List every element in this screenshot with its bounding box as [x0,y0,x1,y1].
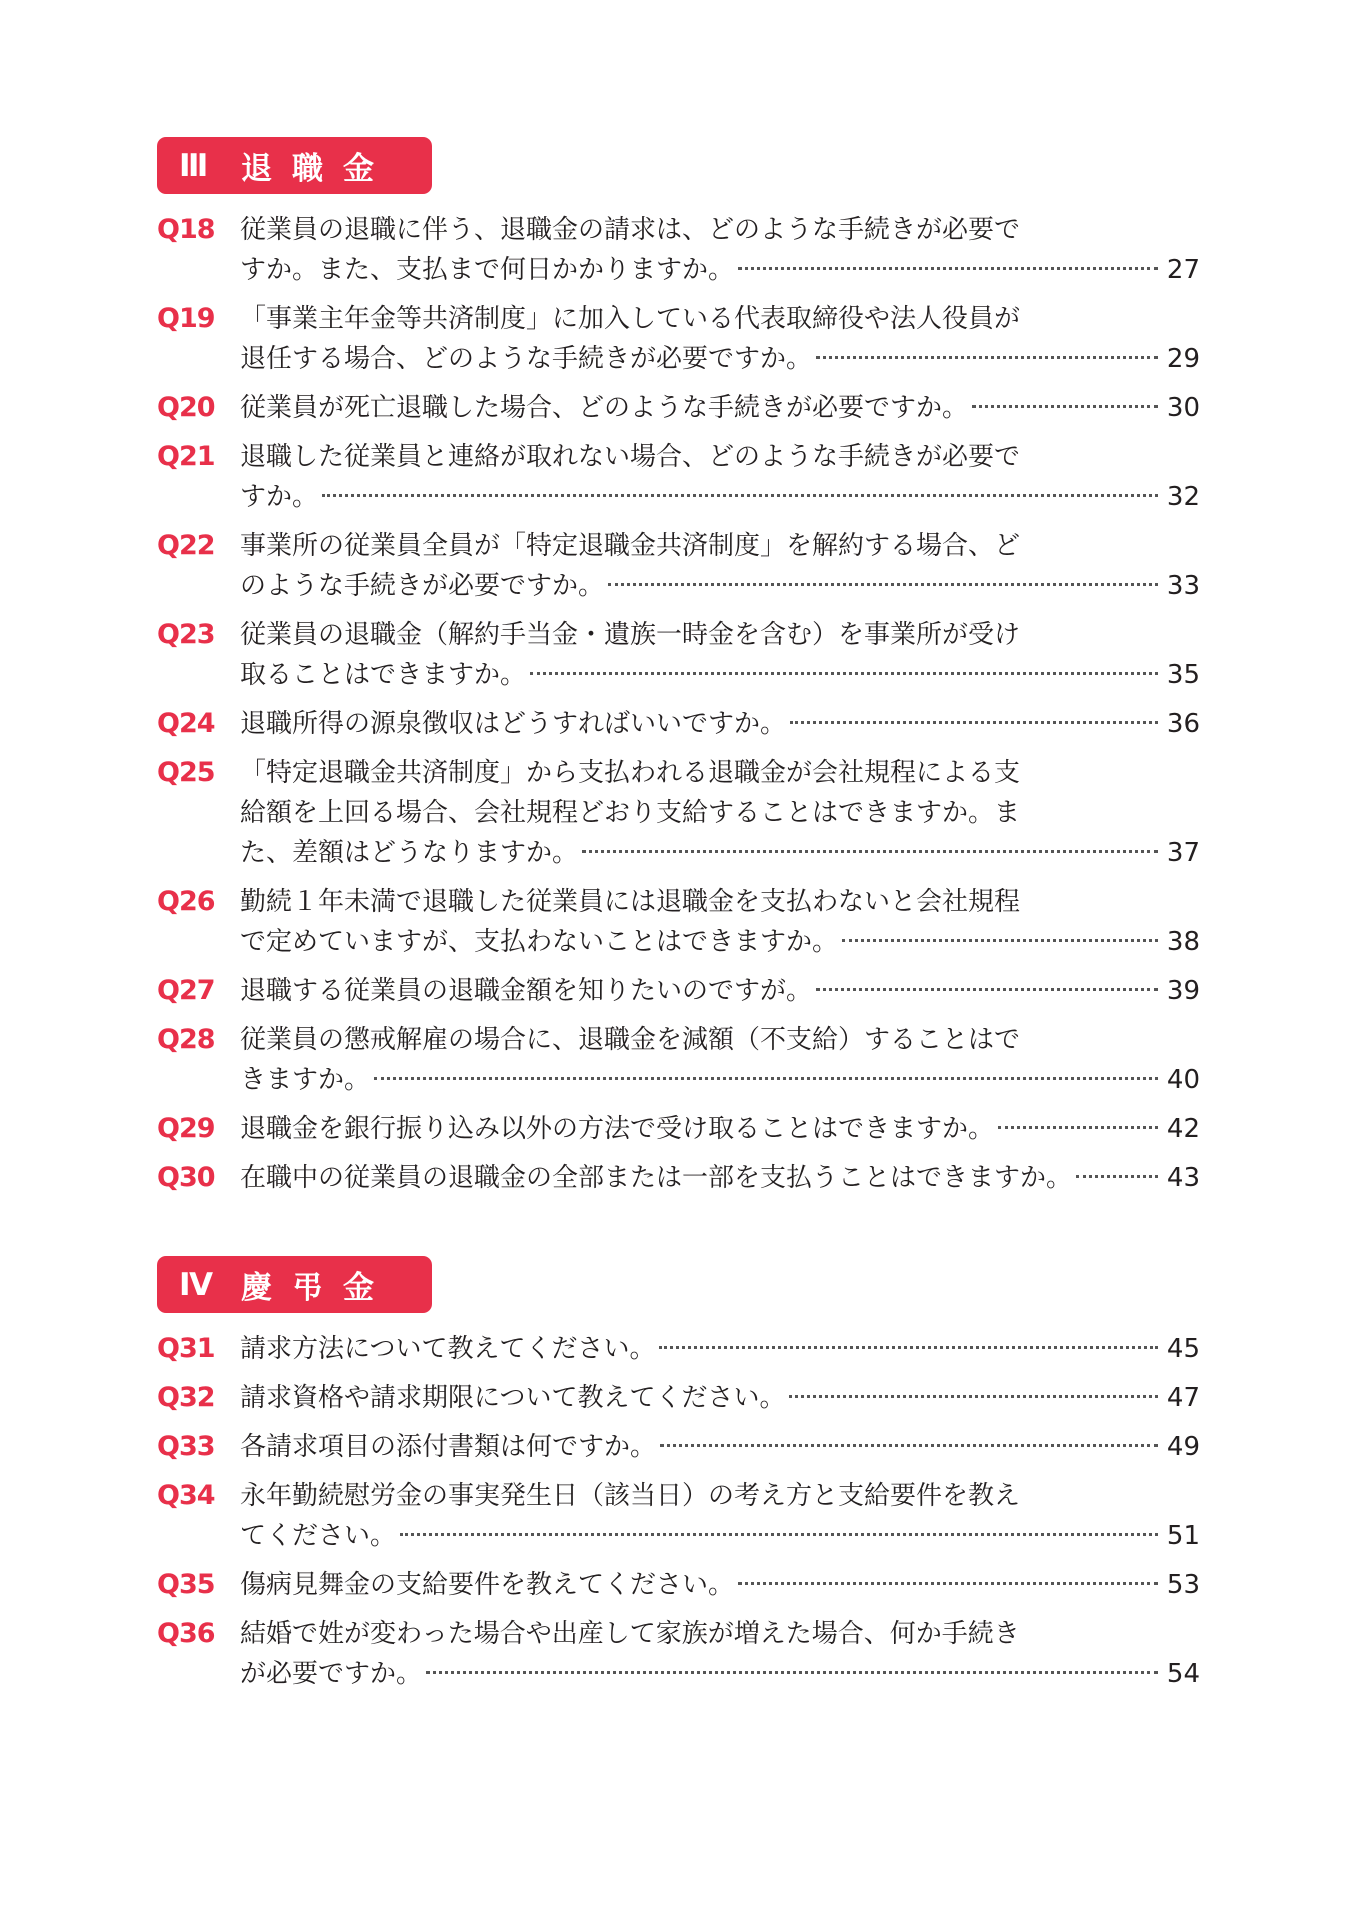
dot-leader [426,1671,1158,1674]
question-line-text: 傷病見舞金の支給要件を教えてください。 [240,1570,735,1600]
toc-entry[interactable] [0,299,1353,379]
question-line [240,882,1200,922]
dot-leader [530,672,1158,675]
dot-leader [374,1077,1158,1080]
page-number: 30 [1166,393,1200,423]
toc-entry[interactable] [0,1020,1353,1100]
page-number: 47 [1166,1383,1200,1413]
page-number: 40 [1166,1065,1200,1095]
question-line-text: てください。 [240,1521,397,1551]
section-numeral: Ⅳ [179,1266,214,1303]
toc-entry[interactable] [0,437,1353,517]
page-number: 42 [1166,1114,1200,1144]
question-line-text: 従業員が死亡退職した場合、どのような手続きが必要ですか。 [240,393,969,423]
question-line [240,704,1200,744]
dot-leader [816,988,1158,991]
question-line-text: きますか。 [240,1065,371,1095]
question-text [240,1020,1200,1100]
toc-entry[interactable] [0,1614,1353,1694]
question-line [240,1614,1200,1654]
toc-entry[interactable] [0,1158,1353,1198]
question-line-text: で定めていますが、支払わないことはできますか。 [240,927,839,957]
question-number: Q32 [157,1382,215,1413]
section-heading [157,1256,432,1313]
question-number: Q25 [157,757,215,788]
toc-entry[interactable] [0,526,1353,606]
dot-leader [998,1126,1158,1129]
question-line [240,753,1200,793]
question-line-text: 従業員の退職に伴う、退職金の請求は、どのような手続きが必要で [240,215,1021,245]
question-line [240,1378,1200,1418]
question-text [240,1476,1200,1556]
toc-entry[interactable] [0,1565,1353,1605]
question-text [240,1565,1200,1605]
question-number: Q21 [157,441,215,472]
section-title: 慶弔金 [241,1270,394,1306]
question-line [240,1020,1200,1060]
question-text [240,1427,1200,1467]
question-line [240,1329,1200,1369]
page-number: 29 [1166,344,1200,374]
page-number: 39 [1166,976,1200,1006]
dot-leader [738,267,1158,270]
toc-entry[interactable] [0,882,1353,962]
page-number: 43 [1166,1163,1200,1193]
question-line [240,250,1200,290]
dot-leader [738,1582,1158,1585]
dot-leader [972,405,1158,408]
toc-entry[interactable] [0,1476,1353,1556]
toc-entry[interactable] [0,615,1353,695]
question-text [240,1614,1200,1694]
section-title: 退職金 [241,151,394,187]
question-line [240,833,1200,873]
question-text [240,882,1200,962]
question-line-text: 退職所得の源泉徴収はどうすればいいですか。 [240,709,787,739]
question-line-text: 退職金を銀行振り込み以外の方法で受け取ることはできますか。 [240,1114,995,1144]
question-text [240,210,1200,290]
question-line [240,526,1200,566]
question-line [240,477,1200,517]
page-number: 53 [1166,1570,1200,1600]
question-line-text: 在職中の従業員の退職金の全部または一部を支払うことはできますか。 [240,1163,1073,1193]
question-line [240,437,1200,477]
question-line [240,1516,1200,1556]
question-line [240,655,1200,695]
question-line-text: 退職した従業員と連絡が取れない場合、どのような手続きが必要で [240,442,1021,472]
question-line-text: 退職する従業員の退職金額を知りたいのですが。 [240,976,813,1006]
question-line [240,388,1200,428]
dot-leader [608,583,1158,586]
question-text [240,1329,1200,1369]
question-text [240,526,1200,606]
question-line [240,1427,1200,1467]
question-number: Q27 [157,975,215,1006]
question-text [240,437,1200,517]
question-text [240,1378,1200,1418]
page-number: 35 [1166,660,1200,690]
toc-entry[interactable] [0,210,1353,290]
question-line-text: のような手続きが必要ですか。 [240,571,605,601]
question-line-text: た、差額はどうなりますか。 [240,838,579,868]
question-number: Q18 [157,214,215,245]
page-number: 38 [1166,927,1200,957]
question-line-text: が必要ですか。 [240,1659,423,1689]
toc-entry[interactable] [0,971,1353,1011]
question-number: Q19 [157,303,215,334]
question-line-text: 退任する場合、どのような手続きが必要ですか。 [240,344,813,374]
dot-leader [582,850,1158,853]
question-line-text: 従業員の退職金（解約手当金・遺族一時金を含む）を事業所が受け [240,620,1021,650]
toc-list [0,1329,1353,1703]
question-number: Q33 [157,1431,215,1462]
question-line-text: 請求資格や請求期限について教えてください。 [240,1383,786,1413]
toc-entry[interactable] [0,388,1353,428]
dot-leader [1076,1175,1158,1178]
question-line-text: 取ることはできますか。 [240,660,527,690]
question-line [240,210,1200,250]
dot-leader [659,1346,1158,1349]
page-number: 51 [1166,1521,1200,1551]
toc-entry[interactable] [0,704,1353,744]
question-number: Q35 [157,1569,215,1600]
toc-list [0,210,1353,1207]
question-number: Q29 [157,1113,215,1144]
section-numeral: Ⅲ [179,147,209,184]
question-line [240,922,1200,962]
question-text [240,1109,1200,1149]
question-number: Q31 [157,1333,215,1364]
question-line-text: 永年勤続慰労金の事実発生日（該当日）の考え方と支給要件を教え [240,1481,1021,1511]
page-number: 54 [1166,1659,1200,1689]
question-line [240,1158,1200,1198]
question-number: Q30 [157,1162,215,1193]
question-line [240,1476,1200,1516]
question-line-text: 給額を上回る場合、会社規程どおり支給することはできますか。ま [240,798,1021,828]
page-number: 33 [1166,571,1200,601]
question-line-text: 「特定退職金共済制度」から支払われる退職金が会社規程による支 [240,758,1021,788]
question-line [240,615,1200,655]
toc-entry[interactable] [0,1427,1353,1467]
dot-leader [322,494,1158,497]
dot-leader [842,939,1158,942]
question-number: Q34 [157,1480,215,1511]
question-line-text: すか。また、支払まで何日かかりますか。 [240,255,735,285]
page-number: 37 [1166,838,1200,868]
question-line [240,566,1200,606]
question-line-text: 従業員の懲戒解雇の場合に、退職金を減額（不支給）することはで [240,1025,1021,1055]
toc-entry[interactable] [0,1378,1353,1418]
dot-leader [789,1395,1158,1398]
question-line-text: 「事業主年金等共済制度」に加入している代表取締役や法人役員が [240,304,1021,334]
question-line [240,1109,1200,1149]
question-line [240,971,1200,1011]
question-line [240,1060,1200,1100]
question-number: Q22 [157,530,215,561]
page-number: 45 [1166,1334,1200,1364]
question-number: Q23 [157,619,215,650]
question-number: Q26 [157,886,215,917]
toc-entry[interactable] [0,1329,1353,1369]
question-text [240,388,1200,428]
question-line [240,793,1200,833]
dot-leader [816,356,1158,359]
section-heading [157,137,432,194]
dot-leader [790,721,1158,724]
question-number: Q28 [157,1024,215,1055]
question-text [240,753,1200,873]
question-line-text: 勤続１年未満で退職した従業員には退職金を支払わないと会社規程 [240,887,1021,917]
page-number: 49 [1166,1432,1200,1462]
question-line [240,299,1200,339]
page-number: 36 [1166,709,1200,739]
page-number: 27 [1166,255,1200,285]
question-text [240,704,1200,744]
question-line [240,339,1200,379]
question-line [240,1654,1200,1694]
question-line-text: すか。 [240,482,319,512]
question-number: Q20 [157,392,215,423]
question-line-text: 事業所の従業員全員が「特定退職金共済制度」を解約する場合、ど [240,531,1021,561]
question-text [240,615,1200,695]
question-line-text: 結婚で姓が変わった場合や出産して家族が増えた場合、何か手続き [240,1619,1020,1649]
question-line-text: 請求方法について教えてください。 [240,1334,656,1364]
dot-leader [660,1444,1158,1447]
page-number: 32 [1166,482,1200,512]
question-line [240,1565,1200,1605]
question-number: Q24 [157,708,215,739]
question-text [240,971,1200,1011]
toc-entry[interactable] [0,753,1353,873]
dot-leader [400,1533,1158,1536]
question-number: Q36 [157,1618,215,1649]
toc-entry[interactable] [0,1109,1353,1149]
question-text [240,1158,1200,1198]
question-line-text: 各請求項目の添付書類は何ですか。 [240,1432,657,1462]
question-text [240,299,1200,379]
